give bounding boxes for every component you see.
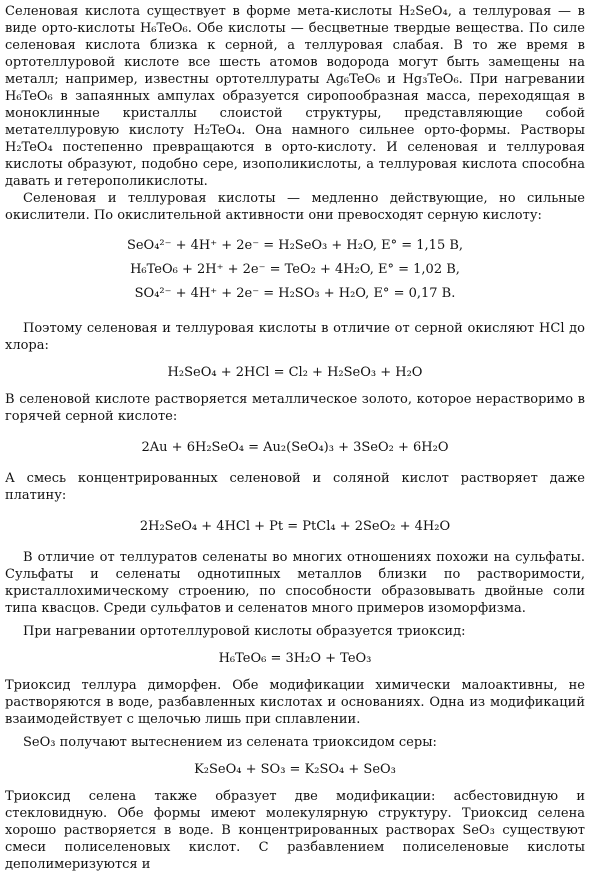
equation-gold: 2Au + 6H₂SeO₄ = Au₂(SeO₄)₃ + 3SeO₂ + 6H₂O bbox=[141, 440, 449, 455]
paragraph-oxidizers: Селеновая и теллуровая кислоты — медленно действующие, но сильные окислители. По окислительной активности они превосходят серную кислоту: bbox=[5, 191, 585, 223]
paragraph-gold: В селеновой кислоте растворяется металлическое золото, которое нерастворимо в горячей серной кислоте: bbox=[5, 392, 585, 424]
paragraph-seo3-modifications: Триоксид селена также образует две модификации: асбестовидную и стекловидную. Обе формы имеют молекулярную структуру. Триоксид селена хорошо растворяется в воде. В концентрированных растворах SeO₃ существуют смеси полиселеновых кислот. С разбавлением полиселеновые кислоты деполимеризуются и bbox=[5, 789, 585, 872]
equation-platinum: 2H₂SeO₄ + 4HCl + Pt = PtCl₄ + 2SeO₂ + 4H₂O bbox=[139, 519, 451, 534]
equation-hcl-chlorine: H₂SeO₄ + 2HCl = Cl₂ + H₂SeO₃ + H₂O bbox=[167, 365, 423, 380]
paragraph-hcl-oxidation: Поэтому селеновая и теллуровая кислоты в отличие от серной окисляют HCl до хлора: bbox=[5, 321, 585, 353]
paragraph-acid-forms: Селеновая кислота существует в форме мета-кислоты H₂SeO₄, а теллуровая — в виде орто-кислоты H₆TeO₆. Обе кислоты — бесцветные твердые вещества. По силе селеновая кислота близка к серной, а теллуровая слабая. В то же время в ортотеллуровой кислоте все шесть атомов водорода могут быть замещены на металл; например, известны ортотеллураты Ag₆TeO₆ и Hg₃TeO₆. При нагревании H₆TeO₆ в запаянных ампулах образуется сиропообразная масса, переходящая в моноклинные кристаллы слоистой структуры, представляющие собой метателлуровую кислоту H₂TeO₄. Она намного сильнее орто-формы. Растворы H₂TeO₄ постепенно превращаются в орто-кислоту. И селеновая и теллуровая кислоты образуют, подобно сере, изополикислоты, а теллуровая кислота способна давать и гетерополикислоты. bbox=[5, 4, 585, 189]
equation-group-potentials bbox=[5, 234, 585, 306]
paragraph-teo3-dimorphic: Триоксид теллура диморфен. Обе модификации химически малоактивны, не растворяются в воде, разбавленных кислотах и основаниях. Одна из модификаций взаимодействует с щелочью лишь при сплавлении. bbox=[5, 678, 585, 727]
equation-seo3: K₂SeO₄ + SO₃ = K₂SO₄ + SeO₃ bbox=[194, 762, 396, 777]
paragraph-selenates-sulfates: В отличие от теллуратов селенаты во многих отношениях похожи на сульфаты. Сульфаты и селенаты однотипных металлов близки по растворимости, кристаллохимическому строению, по способности образовывать двойные соли типа квасцов. Среди сульфатов и селенатов много примеров изоморфизма. bbox=[5, 550, 585, 616]
paragraph-platinum: А смесь концентрированных селеновой и соляной кислот растворяет даже платину: bbox=[5, 471, 585, 503]
equation-seo4-reduction: SeO₄²⁻ + 4H⁺ + 2e⁻ = H₂SeO₃ + H₂O, E° = 1,15 В, bbox=[126, 238, 464, 253]
equation-h6teo6-reduction: H₆TeO₆ + 2H⁺ + 2e⁻ = TeO₂ + 4H₂O, E° = 1,02 В, bbox=[130, 262, 460, 277]
equation-teo3: H₆TeO₆ = 3H₂O + TeO₃ bbox=[218, 651, 372, 666]
paragraph-trioxide-formation: При нагревании ортотеллуровой кислоты образуется триоксид: bbox=[23, 624, 466, 639]
paragraph-seo3-preparation: SeO₃ получают вытеснением из селената триоксидом серы: bbox=[23, 735, 437, 750]
equation-so4-reduction: SO₄²⁻ + 4H⁺ + 2e⁻ = H₂SO₃ + H₂O, E° = 0,17 В. bbox=[134, 286, 456, 301]
